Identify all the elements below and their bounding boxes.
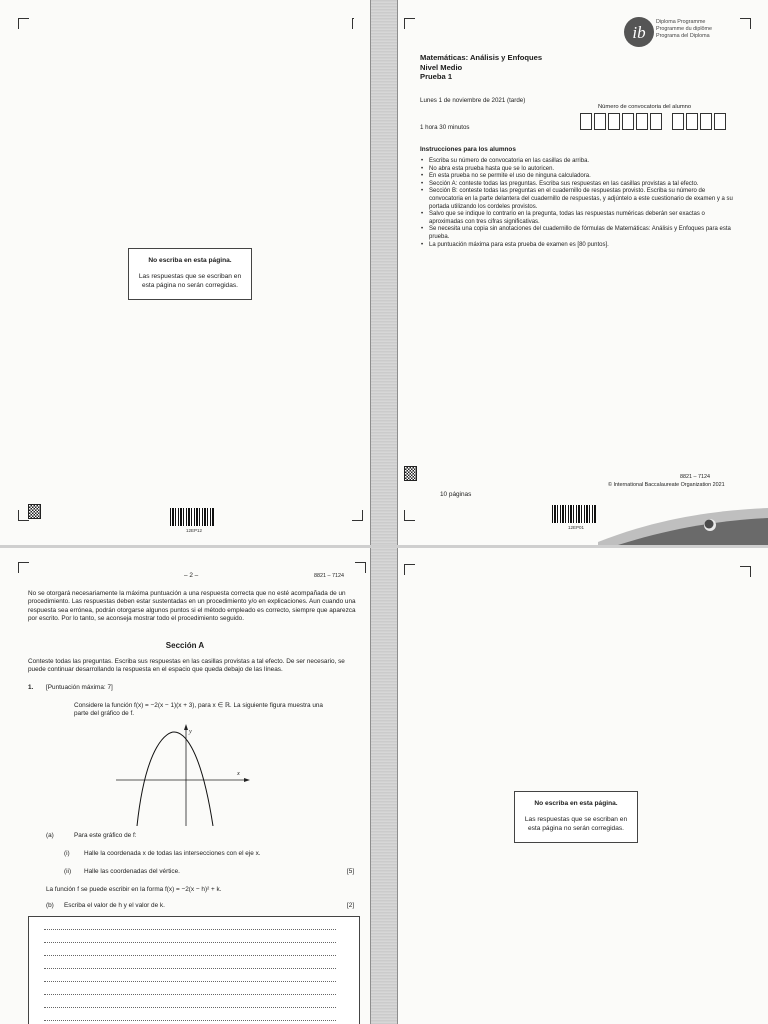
part-a-ii-label: (ii) [64,868,72,875]
candidate-digit-cell[interactable] [714,113,726,130]
part-a-i-text: Halle la coordenada x de todas las intersecciones con el eje x. [84,850,261,857]
axis-x-label: x [237,770,240,777]
crop-mark [352,510,363,521]
exam-duration: 1 hora 30 minutos [420,124,470,131]
answer-line [44,1020,336,1021]
candidate-digit-cell[interactable] [686,113,698,130]
exam-paper: Prueba 1 [420,72,453,81]
vertex-form-text: La función f se puede escribir en la forma f(x) = −2(x − h)² + k. [46,886,222,893]
instruction-item: • La puntuación máxima para esta prueba de examen es [80 puntos]. [420,242,740,250]
page-12 [0,0,370,545]
crop-mark [18,18,29,29]
candidate-digit-cell[interactable] [700,113,712,130]
instruction-item: • No abra esta prueba hasta que se lo autoricen. [420,166,740,174]
candidate-digit-cell[interactable] [672,113,684,130]
page-2 [0,548,370,1024]
part-a-marks: [5] [347,868,355,875]
no-write-box [514,791,638,843]
candidate-number-label: Número de convocatoria del alumno [598,104,692,110]
instruction-item: • Escriba su número de convocatoria en las casillas de arriba. [420,158,740,166]
cover-page [398,0,768,545]
exam-title [420,53,542,82]
intro-paragraph: No se otorgará necesariamente la máxima puntuación a una respuesta correcta que no esté acompañada de un procedimiento. Las respuestas deben estar sustentadas en un procedimiento y/o en explicaciones. Aun cuando una respuesta sea errónea, podrán otorgarse algunos puntos si el método empleado es correcto, siempre que aparezca por escrito. Por lo tanto, se aconseja mostrar todo el procedimiento seguido. [28,590,356,623]
qr-code [28,504,41,519]
candidate-digit-cell[interactable] [594,113,606,130]
page-number: – 2 – [184,572,199,579]
copyright: © International Baccalaureate Organization 2021 [608,482,725,488]
crop-mark [740,18,751,29]
section-instructions: Conteste todas las preguntas. Escriba sus respuestas en las casillas provistas a tal efecto. De ser necesario, se puede continuar desarrollando la respuesta en el espacio que queda debajo de las líneas. [28,658,345,674]
barcode [170,508,214,526]
no-write-body: Las respuestas que se escriban en esta página no serán corregidas. [524,815,628,832]
qr-code [404,466,417,481]
crop-mark [404,510,415,521]
answer-line [44,1007,336,1008]
part-a-label: (a) [46,832,54,839]
crop-mark [404,18,415,29]
ib-footer-logo-icon [704,519,714,529]
crop-mark [740,566,751,577]
barcode [552,505,596,523]
question-number: 1. [28,684,34,691]
answer-line [44,981,336,982]
part-a-text: Para este gráfico de f: [74,832,137,839]
answer-line [44,968,336,969]
instructions-title: Instrucciones para los alumnos [420,146,516,153]
answer-line [44,929,336,930]
part-b-text: Escriba el valor de h y el valor de k. [64,902,165,909]
ib-line: Programme du diplôme [656,26,713,32]
ib-line: Programa del Diploma [656,33,710,39]
svg-text:ib: ib [632,23,646,42]
part-a-i-label: (i) [64,850,70,857]
ib-line: Diploma Programme [656,19,706,25]
barcode-code: 12EP12 [186,528,203,533]
ib-logo-icon [623,16,655,48]
answer-line [44,942,336,943]
ib-programme-names [656,19,712,40]
crop-mark [18,562,29,573]
exam-code: 8821 – 7124 [314,573,344,579]
blank-page [398,548,768,1024]
no-write-title: No escriba en esta página. [534,800,618,807]
barcode-code: 12EP01 [568,525,585,530]
scan-spine [370,0,398,1024]
axis-y-label: y [189,728,192,735]
no-write-body: Las respuestas que se escriban en esta página no serán corregidas. [138,272,242,289]
candidate-digit-cell[interactable] [636,113,648,130]
crop-mark [355,562,366,573]
section-title: Sección A [165,641,205,650]
no-write-title: No escriba en esta página. [148,257,232,264]
candidate-digit-cell[interactable] [580,113,592,130]
part-a-ii-text: Halle las coordenadas del vértice. [84,868,180,875]
candidate-digit-cell[interactable] [650,113,662,130]
exam-level: Nivel Medio [420,62,463,72]
crop-mark [352,18,354,29]
part-b-marks: [2] [347,902,355,909]
instructions-list [420,158,740,249]
page-count: 10 páginas [440,491,472,498]
question-text: Considere la función f(x) = −2(x − 1)(x + 3), para x ∈ ℝ. La siguiente figura muestra una parte del gráfico de f. [74,702,323,718]
ib-footer-swoosh [598,498,768,545]
instruction-item: • Sección A: conteste todas las preguntas. Escriba sus respuestas en las casillas provistas a tal efecto. [420,181,740,189]
exam-subject: Matemáticas: Análisis y Enfoques [420,53,543,62]
instruction-item: • Se necesita una copia sin anotaciones del cuadernillo de fórmulas de Matemáticas: Análisis y Enfoques para esta prueba. [420,226,740,241]
instruction-item: • En esta prueba no se permite el uso de ninguna calculadora. [420,173,740,181]
exam-code: 8821 – 7124 [680,474,710,480]
instruction-item: • Sección B: conteste todas las preguntas en el cuadernillo de respuestas provisto. Escriba su número de convocatoria en la parte delantera del cuadernillo de respuestas, y adjúntelo a este cuestionario de examen y a su portada utilizando los cordeles provistos. [420,188,740,211]
answer-line [44,994,336,995]
part-b-label: (b) [46,902,54,909]
instruction-item: • Salvo que se indique lo contrario en la pregunta, todas las respuestas numéricas deberán ser exactas o aproximadas con tres cifras significativas. [420,211,740,226]
question-max-marks: [Puntuación máxima: 7] [46,684,113,691]
no-write-box [128,248,252,300]
answer-line [44,955,336,956]
parabola-graph [116,722,256,826]
exam-date: Lunes 1 de noviembre de 2021 (tarde) [420,97,526,104]
candidate-digit-cell[interactable] [622,113,634,130]
spine-edge-left [370,0,371,1024]
candidate-digit-cell[interactable] [608,113,620,130]
crop-mark [404,564,415,575]
